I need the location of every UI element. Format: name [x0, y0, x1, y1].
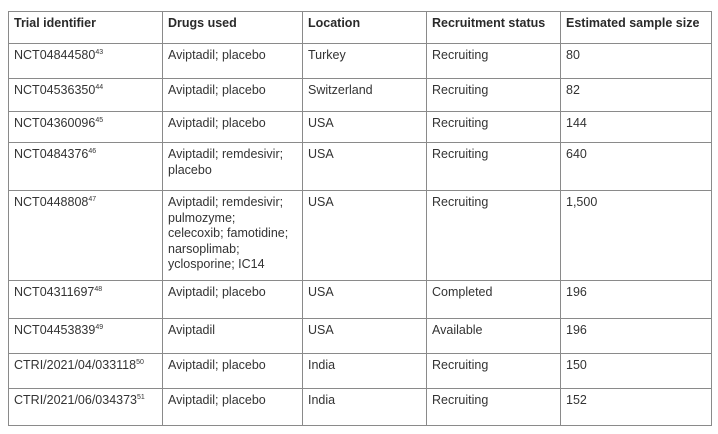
- sample-size-cell: 196: [561, 319, 712, 354]
- trial-id-cell: [9, 143, 163, 191]
- location-cell: USA: [303, 281, 427, 319]
- status-cell: Recruiting: [427, 191, 561, 281]
- reference-number: 47: [88, 196, 97, 203]
- location-cell: India: [303, 354, 427, 389]
- location-cell: USA: [303, 143, 427, 191]
- location-cell: Turkey: [303, 44, 427, 79]
- reference-number: 48: [94, 286, 103, 293]
- status-cell: Completed: [427, 281, 561, 319]
- drugs-cell: Aviptadil; remdesivir; pulmozyme; celecoxib; famotidine; narsoplimab; yclosporine; IC14: [163, 191, 303, 281]
- trial-id-cell: [9, 281, 163, 319]
- reference-number: 45: [95, 117, 104, 124]
- drugs-cell: Aviptadil; placebo: [163, 281, 303, 319]
- header-drugs-used: Drugs used: [163, 12, 303, 44]
- table-row: [9, 319, 712, 354]
- location-cell: Switzerland: [303, 79, 427, 112]
- location-cell: USA: [303, 112, 427, 143]
- table-row: [9, 191, 712, 281]
- status-cell: Available: [427, 319, 561, 354]
- table-row: [9, 281, 712, 319]
- trial-id: NCT04311697: [14, 285, 95, 299]
- drugs-cell: Aviptadil; placebo: [163, 354, 303, 389]
- status-cell: Recruiting: [427, 389, 561, 426]
- trial-id: NCT0484376: [14, 147, 89, 161]
- header-recruitment-status: Recruitment status: [427, 12, 561, 44]
- trial-id: CTRI/2021/04/033118: [14, 358, 137, 372]
- drugs-cell: Aviptadil; placebo: [163, 79, 303, 112]
- drugs-cell: Aviptadil: [163, 319, 303, 354]
- reference-number: 46: [88, 148, 97, 155]
- status-cell: Recruiting: [427, 354, 561, 389]
- location-cell: USA: [303, 191, 427, 281]
- trial-id: NCT04453839: [14, 323, 96, 337]
- clinical-trials-table: [8, 11, 712, 426]
- status-cell: Recruiting: [427, 143, 561, 191]
- sample-size-cell: 1,500: [561, 191, 712, 281]
- trial-id-cell: [9, 354, 163, 389]
- reference-number: 51: [137, 394, 145, 401]
- table-container: [8, 11, 712, 426]
- location-cell: India: [303, 389, 427, 426]
- reference-number: 43: [95, 49, 104, 56]
- drugs-cell: Aviptadil; placebo: [163, 112, 303, 143]
- status-cell: Recruiting: [427, 112, 561, 143]
- status-cell: Recruiting: [427, 44, 561, 79]
- header-estimated-sample-size: Estimated sample size: [561, 12, 712, 44]
- status-cell: Recruiting: [427, 79, 561, 112]
- trial-id: NCT04360096: [14, 116, 96, 130]
- header-row: [9, 12, 712, 44]
- trial-id: CTRI/2021/06/034373: [14, 393, 138, 407]
- header-trial-identifier: Trial identifier: [9, 12, 163, 44]
- sample-size-cell: 152: [561, 389, 712, 426]
- sample-size-cell: 80: [561, 44, 712, 79]
- trial-id-cell: [9, 112, 163, 143]
- sample-size-cell: 640: [561, 143, 712, 191]
- trial-id: NCT04536350: [14, 83, 96, 97]
- reference-number: 50: [136, 359, 144, 366]
- trial-id: NCT0448808: [14, 195, 89, 209]
- table-row: [9, 112, 712, 143]
- trial-id-cell: [9, 44, 163, 79]
- sample-size-cell: 82: [561, 79, 712, 112]
- table-row: [9, 143, 712, 191]
- table-row: [9, 389, 712, 426]
- table-row: [9, 44, 712, 79]
- sample-size-cell: 196: [561, 281, 712, 319]
- drugs-cell: Aviptadil; remdesivir; placebo: [163, 143, 303, 191]
- trial-id-cell: [9, 389, 163, 426]
- trial-id-cell: [9, 319, 163, 354]
- reference-number: 44: [95, 84, 104, 91]
- trial-id-cell: [9, 191, 163, 281]
- table-row: [9, 354, 712, 389]
- sample-size-cell: 150: [561, 354, 712, 389]
- drugs-cell: Aviptadil; placebo: [163, 44, 303, 79]
- trial-id: NCT04844580: [14, 48, 96, 62]
- sample-size-cell: 144: [561, 112, 712, 143]
- location-cell: USA: [303, 319, 427, 354]
- table-row: [9, 79, 712, 112]
- trial-id-cell: [9, 79, 163, 112]
- reference-number: 49: [95, 324, 104, 331]
- drugs-cell: Aviptadil; placebo: [163, 389, 303, 426]
- header-location: Location: [303, 12, 427, 44]
